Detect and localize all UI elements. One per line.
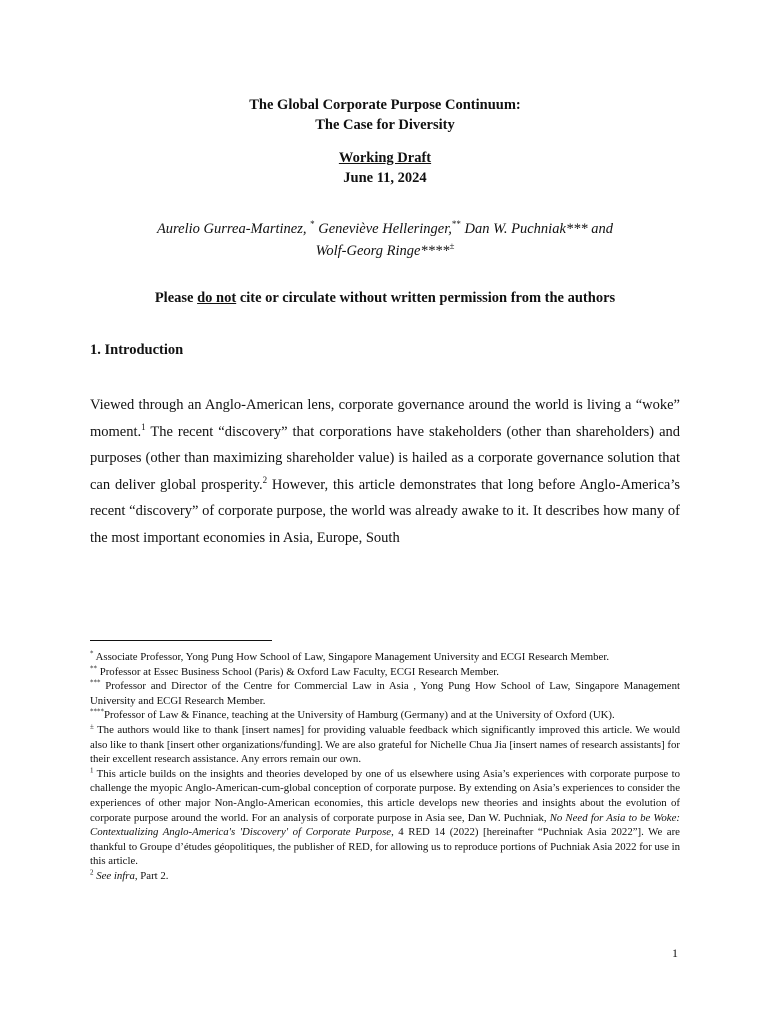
see-infra: See infra: [96, 869, 135, 882]
draft-info: [0, 148, 770, 188]
footnote: [90, 723, 680, 767]
footnote-text: Associate Professor, Yong Pung How School of Law, Singapore Management University and ECGI Research Member.: [93, 651, 610, 663]
footnote-mark: 2: [90, 868, 94, 877]
section-heading: 1. Introduction: [90, 342, 184, 358]
footnote-mark: **: [90, 664, 97, 672]
notice-before: Please: [154, 290, 198, 306]
footnote-text: , Part 2.: [134, 869, 169, 882]
footnote-text: Professor at Essec Business School (Paris) & Oxford Law Faculty, ECGI Research Member.: [97, 665, 500, 678]
body-sentence-2: The recent “discovery” that corporations have stakeholders (other than shareholders) and purposes (other than maximizing shareholder value) is hailed as a corporate governance solution that can deliver global prosperity.: [90, 423, 680, 493]
notice-after: cite or circulate without written permission from the authors: [236, 290, 616, 306]
footnote-text: This article builds on the insights and theories developed by one of us elsewhere using Asia’s experiences with corporate purpose to challenge the myopic Anglo-American-cum-global conception of corporate purpose. By extending on Asia’s experiences to consider the experiences of other major Non-Anglo-American economies, this article develops new theories and insights about the evolution of corporate purpose around the world. For an analysis of corporate purpose in Asia see, Dan W. Puchniak,: [90, 767, 680, 824]
footnote-text: The authors would like to thank [insert names] for providing valuable feedback which significantly improved this article. We would also like to thank [insert other organizations/funding]. We are also grateful for Nichelle Chua Jia [insert names of research assistants] for their excellent research assistance. Any errors remain our own.: [90, 723, 680, 766]
author-3: Dan W. Puchniak*** and: [464, 221, 614, 237]
paper-title: [0, 95, 770, 135]
footnote-text: Professor of Law & Finance, teaching at the University of Hamburg (Germany) and at the University of Oxford (UK).: [104, 709, 615, 722]
footnote-ref-2[interactable]: 2: [262, 474, 268, 485]
footnote-mark: *: [90, 649, 94, 658]
draft-date: June 11, 2024: [343, 170, 427, 186]
footnote: [90, 708, 680, 723]
author-2-mark: **: [451, 219, 461, 230]
footnote-text-cont: , 4 RED 14 (2022) [hereinafter “Puchniak Asia 2022”]. We are thankful to Groupe d’études géopolitiques, the publisher of RED, for allowing us to reproduce portions of Puchniak Asia 2022 for use in this article.: [90, 826, 680, 868]
author-1-mark: *: [310, 219, 315, 230]
author-2: Geneviève Helleringer,: [318, 221, 452, 237]
footnote-mark: ±: [90, 722, 94, 731]
title-line-1: The Global Corporate Purpose Continuum:: [249, 97, 521, 113]
body-paragraph: [90, 392, 680, 552]
author-1: Aurelio Gurrea-Martinez,: [156, 221, 307, 237]
notice-underlined: do not: [197, 290, 237, 306]
cited-title: No Need for Asia to be Woke: Contextualizing Anglo-America's 'Discovery' of Corporate Purpose: [90, 811, 680, 839]
footnote: [90, 679, 680, 708]
footnote: [90, 665, 680, 680]
citation-notice: [0, 288, 770, 308]
footnote-mark: 1: [90, 766, 94, 775]
footnote-text: Professor and Director of the Centre for Commercial Law in Asia , Yong Pung How School of Law, Singapore Management University and ECGI Research Member.: [90, 680, 680, 707]
title-line-2: The Case for Diversity: [315, 117, 455, 133]
author-4: Wolf-Georg Ringe****: [315, 243, 450, 259]
author-list: [0, 218, 770, 262]
body-sentence-1: Viewed through an Anglo-American lens, corporate governance around the world is living a “woke” moment.: [90, 397, 680, 440]
footnote-mark: ***: [90, 678, 101, 687]
footnote-ref-1[interactable]: 1: [141, 421, 146, 432]
body-sentence-3: However, this article demonstrates that long before Anglo-America’s recent “discovery” of corporate purpose, the world was already awake to it. It describes how many of the most important economies in Asia, Europe, South: [90, 476, 680, 546]
author-4-mark: ±: [449, 241, 455, 252]
footnote-separator: [90, 640, 272, 641]
footnote: [90, 650, 680, 665]
working-draft-label: Working Draft: [338, 150, 432, 166]
page-number: 1: [672, 946, 678, 960]
footnotes: [90, 650, 680, 884]
footnote-mark: ****: [90, 707, 104, 716]
footnote: [90, 869, 680, 884]
footnote: [90, 767, 680, 869]
